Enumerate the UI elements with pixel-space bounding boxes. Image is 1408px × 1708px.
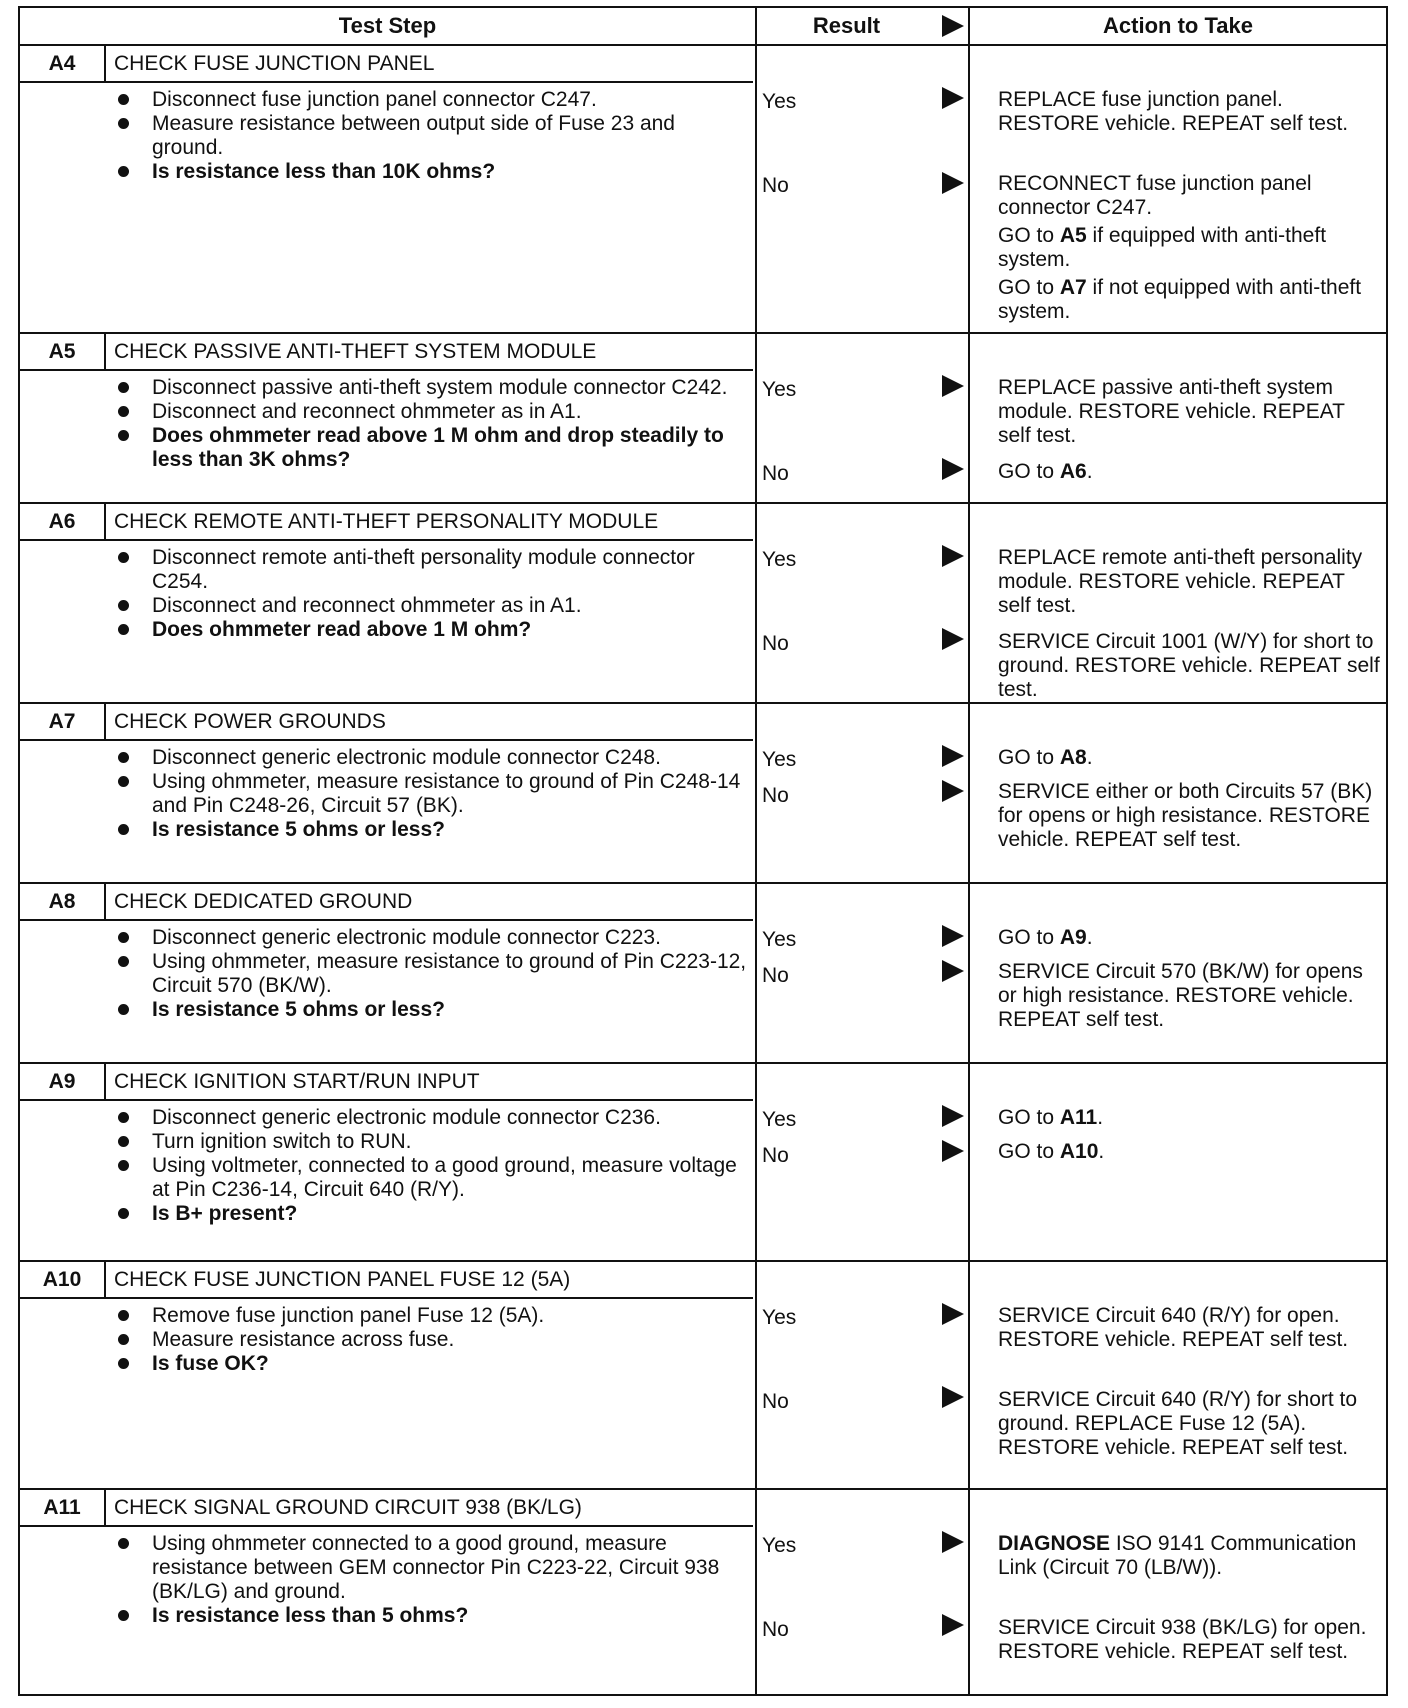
action-yes xyxy=(998,926,1383,954)
action-yes xyxy=(998,376,1383,452)
action-text-part: ISO 9141 Communication Link (Circuit 70 (LB/W)). xyxy=(998,1532,1357,1579)
result-yes: Yes xyxy=(762,90,797,113)
bullet-question xyxy=(110,424,750,472)
arrow-icon xyxy=(942,780,964,802)
header-test-step: Test Step xyxy=(338,13,437,38)
arrow-icon xyxy=(942,925,964,947)
result-yes: Yes xyxy=(762,928,797,951)
question-text: Is resistance 5 ohms or less? xyxy=(152,818,445,841)
bullet-text: Disconnect passive anti-theft system module connector C242. xyxy=(152,376,728,399)
bullet-item xyxy=(110,926,750,950)
step-a10 xyxy=(20,1262,1390,1488)
bullet-icon xyxy=(118,166,129,177)
bullet-item xyxy=(110,400,750,424)
bullet-item xyxy=(110,376,750,400)
result-yes: Yes xyxy=(762,748,797,771)
bullet-question xyxy=(110,1352,750,1376)
action-yes xyxy=(998,1532,1383,1584)
action-text-part: . xyxy=(1086,746,1093,769)
action-text-part: if not equipped with anti-theft system. xyxy=(998,276,1362,323)
bullet-icon xyxy=(118,1208,129,1219)
bullet-icon xyxy=(118,752,129,763)
bullet-icon xyxy=(118,94,129,105)
bullet-item xyxy=(110,770,750,818)
bullet-item xyxy=(110,1328,750,1352)
step-title: CHECK SIGNAL GROUND CIRCUIT 938 (BK/LG) xyxy=(114,1496,582,1519)
action-text: RECONNECT fuse junction panel connector C247. xyxy=(998,172,1312,219)
id-divider xyxy=(104,1490,106,1525)
bullet-text: Remove fuse junction panel Fuse 12 (5A). xyxy=(152,1304,545,1327)
arrow-icon xyxy=(942,745,964,767)
step-ref: A7 xyxy=(1059,276,1087,299)
step-id: A5 xyxy=(48,340,76,363)
step-id: A6 xyxy=(48,510,76,533)
bullet-text: Using ohmmeter, measure resistance to ground of Pin C248-14 and Pin C248-26, Circuit 57 (BK). xyxy=(152,770,741,817)
action-yes xyxy=(998,1304,1383,1356)
result-no: No xyxy=(762,784,789,807)
step-ref: A10 xyxy=(1059,1140,1099,1163)
result-yes: Yes xyxy=(762,1534,797,1557)
title-rule xyxy=(20,919,753,921)
bullet-item xyxy=(110,1304,750,1328)
step-a8 xyxy=(20,884,1390,1062)
step-id: A4 xyxy=(48,52,76,75)
bullet-icon xyxy=(118,824,129,835)
bullet-text: Using ohmmeter connected to a good ground, measure resistance between GEM connector Pin C223-22, Circuit 938 (BK/LG) and ground. xyxy=(152,1532,720,1603)
action-text-part: . xyxy=(1086,926,1093,949)
step-a11 xyxy=(20,1490,1390,1696)
bullet-text: Disconnect generic electronic module connector C223. xyxy=(152,926,661,949)
step-title: CHECK PASSIVE ANTI-THEFT SYSTEM MODULE xyxy=(114,340,597,363)
step-title: CHECK REMOTE ANTI-THEFT PERSONALITY MODULE xyxy=(114,510,659,533)
action-text: SERVICE either or both Circuits 57 (BK) for opens or high resistance. RESTORE vehicle. REPEAT self test. xyxy=(998,780,1373,851)
action-text-part: GO to xyxy=(998,1106,1060,1129)
header-arrow-icon xyxy=(942,15,964,37)
title-rule xyxy=(20,1099,753,1101)
action-yes xyxy=(998,1106,1383,1134)
arrow-icon xyxy=(942,172,964,194)
step-ref: A8 xyxy=(1059,746,1087,769)
step-title: CHECK FUSE JUNCTION PANEL xyxy=(114,52,435,75)
arrow-icon xyxy=(942,87,964,109)
result-yes: Yes xyxy=(762,1306,797,1329)
bullet-icon xyxy=(118,1358,129,1369)
action-text xyxy=(998,1140,1383,1164)
question-text: Does ohmmeter read above 1 M ohm and drop steadily to less than 3K ohms? xyxy=(152,424,724,471)
bullet-item xyxy=(110,1106,750,1130)
bullet-icon xyxy=(118,1334,129,1345)
bullet-icon xyxy=(118,1310,129,1321)
bullet-text: Disconnect remote anti-theft personality module connector C254. xyxy=(152,546,695,593)
title-rule xyxy=(20,1297,753,1299)
bullet-icon xyxy=(118,430,129,441)
title-rule xyxy=(20,1525,753,1527)
bullet-item xyxy=(110,112,750,160)
result-no: No xyxy=(762,462,789,485)
action-yes xyxy=(998,88,1383,140)
bullet-text: Disconnect generic electronic module connector C236. xyxy=(152,1106,661,1129)
action-text-part: GO to xyxy=(998,276,1060,299)
step-title: CHECK IGNITION START/RUN INPUT xyxy=(114,1070,480,1093)
bullet-icon xyxy=(118,932,129,943)
arrow-icon xyxy=(942,458,964,480)
step-id: A9 xyxy=(48,1070,76,1093)
bullet-text: Turn ignition switch to RUN. xyxy=(152,1130,412,1153)
id-divider xyxy=(104,46,106,81)
action-text: REPLACE remote anti-theft personality module. RESTORE vehicle. REPEAT self test. xyxy=(998,546,1363,617)
bullet-item xyxy=(110,746,750,770)
step-a6 xyxy=(20,504,1390,702)
header-action: Action to Take xyxy=(1103,13,1253,38)
title-rule xyxy=(20,369,753,371)
arrow-icon xyxy=(942,960,964,982)
step-id: A8 xyxy=(48,890,76,913)
action-yes xyxy=(998,746,1383,774)
arrow-icon xyxy=(942,1614,964,1636)
bullet-icon xyxy=(118,956,129,967)
arrow-icon xyxy=(942,1531,964,1553)
arrow-icon xyxy=(942,1140,964,1162)
bullet-question xyxy=(110,160,750,184)
bullet-text: Disconnect and reconnect ohmmeter as in A1. xyxy=(152,594,582,617)
step-bullets xyxy=(110,88,750,184)
title-rule xyxy=(20,739,753,741)
action-text-part: GO to xyxy=(998,926,1060,949)
title-rule xyxy=(20,81,753,83)
action-no xyxy=(998,1616,1383,1668)
action-text-part: . xyxy=(1097,1106,1104,1129)
bullet-text: Disconnect fuse junction panel connector C247. xyxy=(152,88,597,111)
action-text: SERVICE Circuit 570 (BK/W) for opens or high resistance. RESTORE vehicle. REPEAT self test. xyxy=(998,960,1363,1031)
action-no xyxy=(998,1140,1383,1168)
bullet-text: Using voltmeter, connected to a good ground, measure voltage at Pin C236-14, Circuit 640 (R/Y). xyxy=(152,1154,737,1201)
arrow-icon xyxy=(942,545,964,567)
step-bullets xyxy=(110,1304,750,1376)
step-ref: A6 xyxy=(1059,460,1087,483)
arrow-icon xyxy=(942,628,964,650)
bullet-text: Using ohmmeter, measure resistance to ground of Pin C223-12, Circuit 570 (BK/W). xyxy=(152,950,747,997)
question-text: Does ohmmeter read above 1 M ohm? xyxy=(152,618,532,641)
arrow-icon xyxy=(942,1105,964,1127)
bullet-item xyxy=(110,950,750,998)
bullet-item xyxy=(110,1154,750,1202)
bullet-icon xyxy=(118,600,129,611)
result-no: No xyxy=(762,1144,789,1167)
action-text-part: GO to xyxy=(998,460,1060,483)
result-no: No xyxy=(762,1618,789,1641)
result-yes: Yes xyxy=(762,548,797,571)
arrow-icon xyxy=(942,1386,964,1408)
action-text-part: if equipped with anti-theft system. xyxy=(998,224,1327,271)
bullet-text: Disconnect and reconnect ohmmeter as in A1. xyxy=(152,400,582,423)
bullet-item xyxy=(110,1130,750,1154)
bullet-item xyxy=(110,594,750,618)
bullet-item xyxy=(110,1532,750,1604)
action-text xyxy=(998,1532,1383,1580)
question-text: Is resistance 5 ohms or less? xyxy=(152,998,445,1021)
bullet-icon xyxy=(118,1160,129,1171)
action-no xyxy=(998,780,1383,856)
action-text: REPLACE fuse junction panel. RESTORE vehicle. REPEAT self test. xyxy=(998,88,1349,135)
result-no: No xyxy=(762,632,789,655)
action-text xyxy=(998,926,1383,950)
bullet-text: Disconnect generic electronic module connector C248. xyxy=(152,746,661,769)
action-text: SERVICE Circuit 938 (BK/LG) for open. RESTORE vehicle. REPEAT self test. xyxy=(998,1616,1367,1663)
title-rule xyxy=(20,539,753,541)
bullet-icon xyxy=(118,382,129,393)
step-ref: A11 xyxy=(1059,1106,1098,1129)
step-bullets xyxy=(110,1532,750,1628)
bullet-question xyxy=(110,998,750,1022)
question-text: Is resistance less than 5 ohms? xyxy=(152,1604,469,1627)
action-text xyxy=(998,460,1383,484)
id-divider xyxy=(104,504,106,539)
bullet-question xyxy=(110,618,750,642)
bullet-icon xyxy=(118,1112,129,1123)
bullet-question xyxy=(110,818,750,842)
result-no: No xyxy=(762,964,789,987)
action-text: REPLACE passive anti-theft system module. RESTORE vehicle. REPEAT self test. xyxy=(998,376,1345,447)
bullet-icon xyxy=(118,776,129,787)
bullet-item xyxy=(110,88,750,112)
step-a5 xyxy=(20,334,1390,502)
id-divider xyxy=(104,334,106,369)
step-a7 xyxy=(20,704,1390,882)
question-text: Is B+ present? xyxy=(152,1202,298,1225)
question-text: Is resistance less than 10K ohms? xyxy=(152,160,496,183)
action-yes xyxy=(998,546,1383,622)
header-result: Result xyxy=(812,13,881,38)
question-text: Is fuse OK? xyxy=(152,1352,269,1375)
action-text-part: GO to xyxy=(998,224,1060,247)
step-id: A11 xyxy=(43,1496,81,1519)
bullet-icon xyxy=(118,624,129,635)
step-bullets xyxy=(110,376,750,472)
action-no xyxy=(998,460,1383,488)
bullet-icon xyxy=(118,406,129,417)
step-bullets xyxy=(110,546,750,642)
action-no xyxy=(998,172,1383,328)
action-text: SERVICE Circuit 640 (R/Y) for short to ground. REPLACE Fuse 12 (5A). RESTORE vehicle. REPEAT self test. xyxy=(998,1388,1358,1459)
bullet-question xyxy=(110,1604,750,1628)
step-title: CHECK POWER GROUNDS xyxy=(114,710,386,733)
result-no: No xyxy=(762,1390,789,1413)
action-no xyxy=(998,960,1383,1036)
arrow-icon xyxy=(942,375,964,397)
result-no: No xyxy=(762,174,789,197)
id-divider xyxy=(104,1262,106,1297)
step-bullets xyxy=(110,746,750,842)
bullet-icon xyxy=(118,552,129,563)
step-a9 xyxy=(20,1064,1390,1260)
diagnostic-table xyxy=(18,6,1388,1696)
arrow-icon xyxy=(942,1303,964,1325)
action-text xyxy=(998,746,1383,770)
action-text-part: . xyxy=(1086,460,1093,483)
bullet-icon xyxy=(118,1610,129,1621)
action-text xyxy=(998,276,1383,324)
action-text xyxy=(998,224,1383,272)
step-id: A7 xyxy=(48,710,76,733)
action-text xyxy=(998,1106,1383,1130)
step-bullets xyxy=(110,926,750,1022)
action-text: SERVICE Circuit 1001 (W/Y) for short to ground. RESTORE vehicle. REPEAT self test. xyxy=(998,630,1380,701)
bullet-text: Measure resistance between output side of Fuse 23 and ground. xyxy=(152,112,675,159)
id-divider xyxy=(104,704,106,739)
bullet-item xyxy=(110,546,750,594)
step-title: CHECK DEDICATED GROUND xyxy=(114,890,413,913)
bullet-text: Measure resistance across fuse. xyxy=(152,1328,455,1351)
action-verb: DIAGNOSE xyxy=(998,1532,1111,1555)
action-text-part: GO to xyxy=(998,746,1060,769)
action-text: SERVICE Circuit 640 (R/Y) for open. RESTORE vehicle. REPEAT self test. xyxy=(998,1304,1349,1351)
bullet-icon xyxy=(118,1538,129,1549)
step-a4 xyxy=(20,46,1390,332)
id-divider xyxy=(104,1064,106,1099)
result-yes: Yes xyxy=(762,378,797,401)
result-yes: Yes xyxy=(762,1108,797,1131)
action-no xyxy=(998,1388,1383,1464)
step-bullets xyxy=(110,1106,750,1226)
step-title: CHECK FUSE JUNCTION PANEL FUSE 12 (5A) xyxy=(114,1268,571,1291)
bullet-icon xyxy=(118,118,129,129)
action-text-part: . xyxy=(1098,1140,1105,1163)
id-divider xyxy=(104,884,106,919)
bullet-icon xyxy=(118,1136,129,1147)
bullet-question xyxy=(110,1202,750,1226)
bullet-icon xyxy=(118,1004,129,1015)
action-no xyxy=(998,630,1383,706)
step-id: A10 xyxy=(42,1268,82,1291)
action-text-part: GO to xyxy=(998,1140,1060,1163)
step-ref: A9 xyxy=(1059,926,1087,949)
step-ref: A5 xyxy=(1059,224,1087,247)
